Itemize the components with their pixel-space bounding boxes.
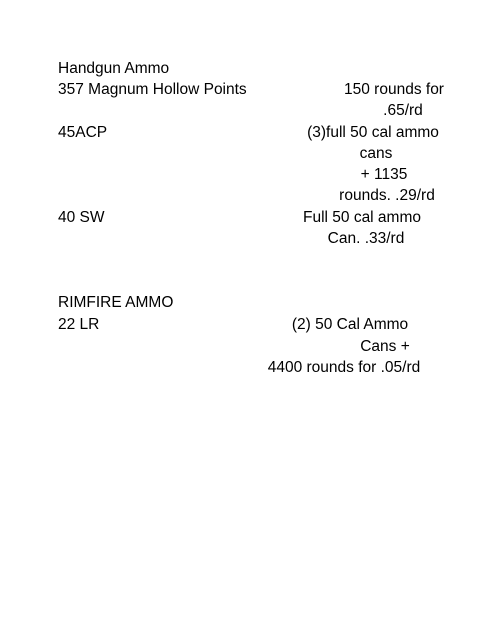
item-detail-45acp-line1: (3)full 50 cal ammo [307,124,439,141]
item-detail-40sw-line2: Can. .33/rd [327,230,405,247]
item-name-45acp: 45ACP [58,124,108,141]
section-heading-rimfire: RIMFIRE AMMO [58,294,174,311]
item-detail-45acp-line3: + 1135 [360,166,408,183]
item-detail-22lr-line1: (2) 50 Cal Ammo [291,316,409,333]
item-detail-45acp-line2: cans [359,145,393,162]
item-detail-22lr-line2: Cans + [360,338,410,355]
item-name-40sw: 40 SW [58,209,105,226]
section-heading-handgun: Handgun Ammo [58,60,170,77]
item-detail-22lr-line3: 4400 rounds for .05/rd [267,359,421,376]
item-name-22lr: 22 LR [58,316,100,333]
item-detail-357-line2: .65/rd [383,102,423,119]
item-detail-45acp-line4: rounds. .29/rd [339,187,435,204]
item-name-357-magnum: 357 Magnum Hollow Points [58,81,247,98]
item-detail-40sw-line1: Full 50 cal ammo [302,209,421,226]
item-detail-357-line1: 150 rounds for [344,81,444,98]
